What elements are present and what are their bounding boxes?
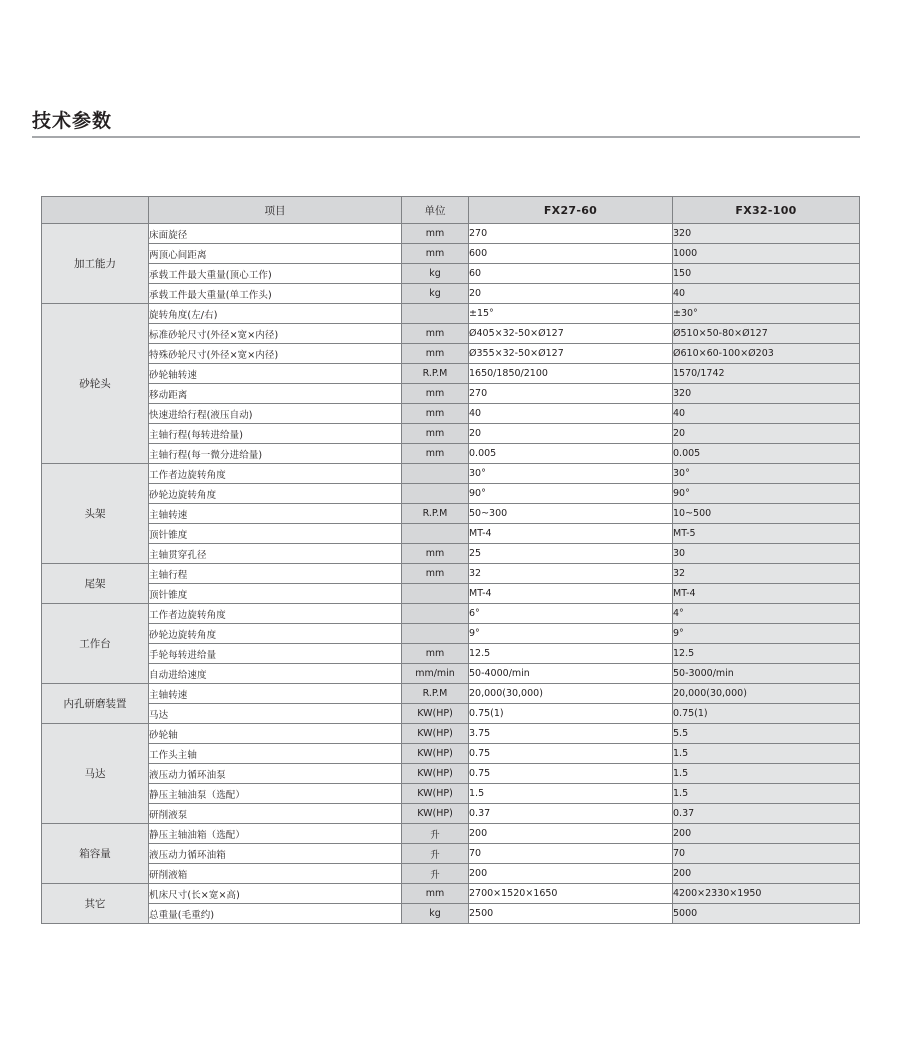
item-cell: 承载工件最大重量(顶心工作) bbox=[149, 264, 402, 284]
item-cell: 机床尺寸(长×宽×高) bbox=[149, 884, 402, 904]
item-cell: 主轴转速 bbox=[149, 504, 402, 524]
item-cell: 手轮每转进给量 bbox=[149, 644, 402, 664]
unit-cell bbox=[402, 584, 469, 604]
item-cell: 主轴转速 bbox=[149, 684, 402, 704]
item-cell: 主轴贯穿孔径 bbox=[149, 544, 402, 564]
table-row bbox=[42, 244, 860, 264]
table-row bbox=[42, 764, 860, 784]
item-cell: 砂轮边旋转角度 bbox=[149, 624, 402, 644]
table-row bbox=[42, 844, 860, 864]
group-label-cell: 加工能力 bbox=[42, 224, 149, 304]
table-row bbox=[42, 624, 860, 644]
group-label-cell: 头架 bbox=[42, 464, 149, 564]
value-cell-fx27-60: 2500 bbox=[469, 904, 673, 924]
value-cell-fx27-60: 270 bbox=[469, 224, 673, 244]
table-row bbox=[42, 224, 860, 244]
unit-cell: KW(HP) bbox=[402, 784, 469, 804]
unit-cell: R.P.M bbox=[402, 504, 469, 524]
table-row bbox=[42, 564, 860, 584]
value-cell-fx32-100: 1.5 bbox=[673, 744, 860, 764]
value-cell-fx32-100: 5.5 bbox=[673, 724, 860, 744]
specification-table-container bbox=[41, 196, 859, 924]
unit-cell: KW(HP) bbox=[402, 744, 469, 764]
value-cell-fx27-60: 60 bbox=[469, 264, 673, 284]
unit-cell: KW(HP) bbox=[402, 724, 469, 744]
table-row bbox=[42, 804, 860, 824]
value-cell-fx27-60: Ø405×32-50×Ø127 bbox=[469, 324, 673, 344]
table-row bbox=[42, 884, 860, 904]
item-cell: 砂轮轴转速 bbox=[149, 364, 402, 384]
value-cell-fx27-60: 50~300 bbox=[469, 504, 673, 524]
value-cell-fx32-100: 30 bbox=[673, 544, 860, 564]
unit-cell: R.P.M bbox=[402, 364, 469, 384]
unit-cell bbox=[402, 464, 469, 484]
value-cell-fx27-60: 0.75 bbox=[469, 744, 673, 764]
table-header-row bbox=[42, 197, 860, 224]
value-cell-fx27-60: MT-4 bbox=[469, 524, 673, 544]
value-cell-fx27-60: 2700×1520×1650 bbox=[469, 884, 673, 904]
table-row bbox=[42, 784, 860, 804]
item-cell: 特殊砂轮尺寸(外径×宽×内径) bbox=[149, 344, 402, 364]
item-cell: 工作者边旋转角度 bbox=[149, 604, 402, 624]
table-row bbox=[42, 424, 860, 444]
value-cell-fx32-100: 320 bbox=[673, 384, 860, 404]
value-cell-fx32-100: 12.5 bbox=[673, 644, 860, 664]
unit-cell: mm bbox=[402, 344, 469, 364]
table-row bbox=[42, 744, 860, 764]
title-divider bbox=[32, 136, 860, 138]
value-cell-fx27-60: 1.5 bbox=[469, 784, 673, 804]
table-row bbox=[42, 324, 860, 344]
value-cell-fx27-60: 9° bbox=[469, 624, 673, 644]
value-cell-fx27-60: 200 bbox=[469, 824, 673, 844]
group-label-cell: 内孔研磨装置 bbox=[42, 684, 149, 724]
table-row bbox=[42, 444, 860, 464]
table-row bbox=[42, 824, 860, 844]
table-row bbox=[42, 684, 860, 704]
unit-cell: mm bbox=[402, 404, 469, 424]
item-cell: 自动进给速度 bbox=[149, 664, 402, 684]
unit-cell: mm bbox=[402, 544, 469, 564]
unit-cell bbox=[402, 484, 469, 504]
table-row bbox=[42, 704, 860, 724]
value-cell-fx27-60: 32 bbox=[469, 564, 673, 584]
header-model-fx27-60: FX27-60 bbox=[469, 197, 673, 224]
item-cell: 标准砂轮尺寸(外径×宽×内径) bbox=[149, 324, 402, 344]
value-cell-fx32-100: 10~500 bbox=[673, 504, 860, 524]
group-label-cell: 马达 bbox=[42, 724, 149, 824]
unit-cell: KW(HP) bbox=[402, 704, 469, 724]
unit-cell: mm bbox=[402, 384, 469, 404]
unit-cell: kg bbox=[402, 264, 469, 284]
unit-cell: R.P.M bbox=[402, 684, 469, 704]
unit-cell: mm bbox=[402, 324, 469, 344]
value-cell-fx32-100: 200 bbox=[673, 864, 860, 884]
table-row bbox=[42, 504, 860, 524]
item-cell: 顶针锥度 bbox=[149, 584, 402, 604]
value-cell-fx27-60: 30° bbox=[469, 464, 673, 484]
item-cell: 总重量(毛重约) bbox=[149, 904, 402, 924]
item-cell: 两顶心间距离 bbox=[149, 244, 402, 264]
value-cell-fx32-100: 50-3000/min bbox=[673, 664, 860, 684]
value-cell-fx32-100: Ø510×50-80×Ø127 bbox=[673, 324, 860, 344]
unit-cell: mm bbox=[402, 564, 469, 584]
value-cell-fx27-60: 20 bbox=[469, 424, 673, 444]
value-cell-fx27-60: 20 bbox=[469, 284, 673, 304]
group-label-cell: 工作台 bbox=[42, 604, 149, 684]
item-cell: 砂轮轴 bbox=[149, 724, 402, 744]
page-title-block bbox=[32, 110, 860, 138]
table-row bbox=[42, 464, 860, 484]
item-cell: 研削液箱 bbox=[149, 864, 402, 884]
table-row bbox=[42, 544, 860, 564]
item-cell: 主轴行程(每一微分进给量) bbox=[149, 444, 402, 464]
table-row bbox=[42, 604, 860, 624]
value-cell-fx27-60: 0.005 bbox=[469, 444, 673, 464]
unit-cell: 升 bbox=[402, 844, 469, 864]
table-row bbox=[42, 264, 860, 284]
specification-table bbox=[41, 196, 860, 924]
value-cell-fx32-100: 20 bbox=[673, 424, 860, 444]
item-cell: 主轴行程(每转进给量) bbox=[149, 424, 402, 444]
item-cell: 承载工件最大重量(单工作头) bbox=[149, 284, 402, 304]
unit-cell: mm bbox=[402, 424, 469, 444]
value-cell-fx32-100: 70 bbox=[673, 844, 860, 864]
value-cell-fx32-100: 1000 bbox=[673, 244, 860, 264]
item-cell: 快速进给行程(液压自动) bbox=[149, 404, 402, 424]
item-cell: 研削液泵 bbox=[149, 804, 402, 824]
table-row bbox=[42, 664, 860, 684]
value-cell-fx32-100: ±30° bbox=[673, 304, 860, 324]
header-item: 项目 bbox=[149, 197, 402, 224]
item-cell: 液压动力循环油箱 bbox=[149, 844, 402, 864]
table-row bbox=[42, 524, 860, 544]
item-cell: 液压动力循环油泵 bbox=[149, 764, 402, 784]
value-cell-fx27-60: 200 bbox=[469, 864, 673, 884]
value-cell-fx27-60: 70 bbox=[469, 844, 673, 864]
value-cell-fx27-60: 270 bbox=[469, 384, 673, 404]
value-cell-fx27-60: 0.75(1) bbox=[469, 704, 673, 724]
value-cell-fx32-100: 4° bbox=[673, 604, 860, 624]
table-row bbox=[42, 384, 860, 404]
value-cell-fx32-100: 20,000(30,000) bbox=[673, 684, 860, 704]
value-cell-fx32-100: 1.5 bbox=[673, 784, 860, 804]
value-cell-fx27-60: 90° bbox=[469, 484, 673, 504]
value-cell-fx32-100: 5000 bbox=[673, 904, 860, 924]
unit-cell: mm/min bbox=[402, 664, 469, 684]
unit-cell: kg bbox=[402, 904, 469, 924]
value-cell-fx32-100: 1570/1742 bbox=[673, 364, 860, 384]
group-label-cell: 其它 bbox=[42, 884, 149, 924]
value-cell-fx32-100: MT-5 bbox=[673, 524, 860, 544]
value-cell-fx32-100: 4200×2330×1950 bbox=[673, 884, 860, 904]
value-cell-fx32-100: 90° bbox=[673, 484, 860, 504]
value-cell-fx32-100: 320 bbox=[673, 224, 860, 244]
value-cell-fx27-60: 0.75 bbox=[469, 764, 673, 784]
table-row bbox=[42, 584, 860, 604]
table-row bbox=[42, 404, 860, 424]
value-cell-fx32-100: Ø610×60-100×Ø203 bbox=[673, 344, 860, 364]
unit-cell: mm bbox=[402, 444, 469, 464]
value-cell-fx27-60: 50-4000/min bbox=[469, 664, 673, 684]
page-title: 技术参数 bbox=[32, 110, 113, 132]
header-unit: 单位 bbox=[402, 197, 469, 224]
table-row bbox=[42, 284, 860, 304]
item-cell: 砂轮边旋转角度 bbox=[149, 484, 402, 504]
table-row bbox=[42, 644, 860, 664]
value-cell-fx27-60: 600 bbox=[469, 244, 673, 264]
unit-cell bbox=[402, 304, 469, 324]
unit-cell: 升 bbox=[402, 864, 469, 884]
unit-cell: mm bbox=[402, 884, 469, 904]
value-cell-fx32-100: 0.005 bbox=[673, 444, 860, 464]
value-cell-fx27-60: 0.37 bbox=[469, 804, 673, 824]
item-cell: 工作头主轴 bbox=[149, 744, 402, 764]
value-cell-fx27-60: 6° bbox=[469, 604, 673, 624]
item-cell: 床面旋径 bbox=[149, 224, 402, 244]
item-cell: 马达 bbox=[149, 704, 402, 724]
item-cell: 主轴行程 bbox=[149, 564, 402, 584]
unit-cell: KW(HP) bbox=[402, 804, 469, 824]
value-cell-fx27-60: 20,000(30,000) bbox=[469, 684, 673, 704]
item-cell: 工作者边旋转角度 bbox=[149, 464, 402, 484]
value-cell-fx32-100: 0.75(1) bbox=[673, 704, 860, 724]
value-cell-fx27-60: 25 bbox=[469, 544, 673, 564]
unit-cell bbox=[402, 624, 469, 644]
header-model-fx32-100: FX32-100 bbox=[673, 197, 860, 224]
unit-cell: 升 bbox=[402, 824, 469, 844]
unit-cell: mm bbox=[402, 224, 469, 244]
value-cell-fx32-100: MT-4 bbox=[673, 584, 860, 604]
value-cell-fx32-100: 40 bbox=[673, 404, 860, 424]
value-cell-fx27-60: 12.5 bbox=[469, 644, 673, 664]
value-cell-fx32-100: 9° bbox=[673, 624, 860, 644]
table-row bbox=[42, 724, 860, 744]
value-cell-fx27-60: ±15° bbox=[469, 304, 673, 324]
value-cell-fx32-100: 0.37 bbox=[673, 804, 860, 824]
unit-cell bbox=[402, 604, 469, 624]
value-cell-fx32-100: 150 bbox=[673, 264, 860, 284]
table-row bbox=[42, 364, 860, 384]
item-cell: 旋转角度(左/右) bbox=[149, 304, 402, 324]
group-label-cell: 箱容量 bbox=[42, 824, 149, 884]
unit-cell: kg bbox=[402, 284, 469, 304]
value-cell-fx27-60: 40 bbox=[469, 404, 673, 424]
group-label-cell: 砂轮头 bbox=[42, 304, 149, 464]
table-row bbox=[42, 344, 860, 364]
table-row bbox=[42, 864, 860, 884]
value-cell-fx32-100: 32 bbox=[673, 564, 860, 584]
value-cell-fx32-100: 40 bbox=[673, 284, 860, 304]
item-cell: 静压主轴油箱（选配） bbox=[149, 824, 402, 844]
item-cell: 静压主轴油泵（选配） bbox=[149, 784, 402, 804]
value-cell-fx32-100: 30° bbox=[673, 464, 860, 484]
header-group-blank bbox=[42, 197, 149, 224]
value-cell-fx27-60: Ø355×32-50×Ø127 bbox=[469, 344, 673, 364]
group-label-cell: 尾架 bbox=[42, 564, 149, 604]
value-cell-fx27-60: MT-4 bbox=[469, 584, 673, 604]
table-row bbox=[42, 304, 860, 324]
table-row bbox=[42, 484, 860, 504]
value-cell-fx32-100: 200 bbox=[673, 824, 860, 844]
unit-cell: mm bbox=[402, 644, 469, 664]
item-cell: 移动距离 bbox=[149, 384, 402, 404]
unit-cell bbox=[402, 524, 469, 544]
value-cell-fx27-60: 3.75 bbox=[469, 724, 673, 744]
unit-cell: mm bbox=[402, 244, 469, 264]
item-cell: 顶针锥度 bbox=[149, 524, 402, 544]
unit-cell: KW(HP) bbox=[402, 764, 469, 784]
value-cell-fx32-100: 1.5 bbox=[673, 764, 860, 784]
table-row bbox=[42, 904, 860, 924]
value-cell-fx27-60: 1650/1850/2100 bbox=[469, 364, 673, 384]
